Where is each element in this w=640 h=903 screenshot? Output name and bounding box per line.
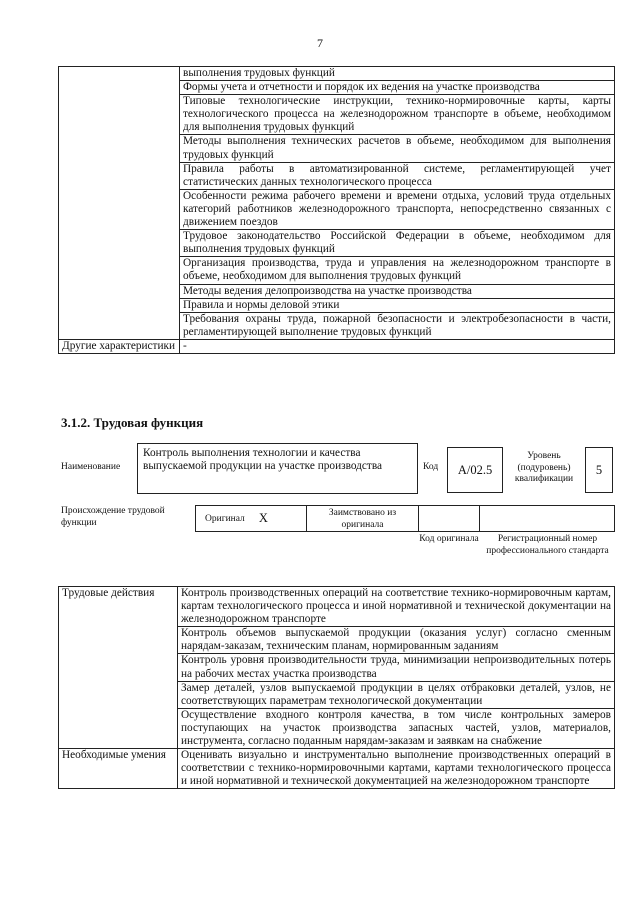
original-mark: Х <box>258 511 268 525</box>
knowledge-item: Организация производства, труда и управления на железнодорожном транспорте в объеме, необходимом для выполнения трудовых функций <box>180 257 615 284</box>
labor-action-item: Контроль производственных операций на соответствие технико-нормировочным картам, картам технологического процесса и иной нормативной и технической документации на железнодорожном транспорте <box>178 587 615 627</box>
origin-label: Происхождение трудовой функции <box>61 506 165 528</box>
other-characteristics-label: Другие характеристики <box>59 339 180 353</box>
name-value: Контроль выполнения технологии и качества выпускаемой продукции на участке производства <box>137 443 418 494</box>
borrowed-label: Заимствовано из оригинала <box>306 505 419 532</box>
labor-action-item: Контроль уровня производительности труда, минимизации непроизводительных потерь на рабочих местах участка производства <box>178 654 615 681</box>
knowledge-item: Особенности режима рабочего времени и времени отдыха, условий труда отдельных категорий работников железнодорожного транспорта, непосредственно связанных с движением поездов <box>180 189 615 229</box>
reg-number-label: Регистрационный номер профессионального стандарта <box>486 534 609 556</box>
level-label: Уровень (подуровень) квалификации <box>514 451 574 484</box>
level-value: 5 <box>585 447 613 493</box>
name-label: Наименование <box>61 462 121 472</box>
table-row <box>59 587 615 627</box>
knowledge-item: выполнения трудовых функций <box>180 67 615 81</box>
required-skill-item: Оценивать визуально и инструментально выполнение производственных операций в соответствии с технико-нормировочными картами, картами технологического процесса и иной нормативной и технической документацией на железнодорожном транспорте <box>178 749 615 789</box>
knowledge-item: Типовые технологические инструкции, технико-нормировочные карты, карты технологического процесса на железнодорожном транспорте в объеме, необходимом для выполнения трудовых функций <box>180 95 615 135</box>
code-original-label: Код оригинала <box>419 534 479 544</box>
page-number: 7 <box>317 36 323 50</box>
table-row <box>59 339 615 353</box>
code-label: Код <box>423 462 439 472</box>
labor-action-item: Контроль объемов выпускаемой продукции (оказания услуг) согласно сменным нарядам-заказам, техническим планам, нормированным заданиям <box>178 627 615 654</box>
code-original-cell <box>418 505 480 532</box>
labor-action-item: Осуществление входного контроля качества, в том числе контрольных замеров поступающих на участок производства запасных частей, узлов, материалов, инструмента, согласно поданным нарядам-заказам и заявкам на снабжение <box>178 708 615 748</box>
labor-actions-label: Трудовые действия <box>59 587 178 749</box>
section-heading: 3.1.2. Трудовая функция <box>61 415 204 430</box>
original-label: Оригинал <box>205 513 245 524</box>
knowledge-item: Правила и нормы деловой этики <box>180 298 615 312</box>
other-characteristics-value: - <box>180 339 615 353</box>
labor-actions-table <box>58 586 615 789</box>
knowledge-item: Формы учета и отчетности и порядок их ведения на участке производства <box>180 81 615 95</box>
knowledge-item: Методы ведения делопроизводства на участке производства <box>180 284 615 298</box>
knowledge-item: Правила работы в автоматизированной системе, регламентирующей учет статистических данных технологического процесса <box>180 162 615 189</box>
code-value: А/02.5 <box>447 447 503 493</box>
knowledge-table <box>58 66 615 354</box>
original-cell <box>195 505 307 532</box>
knowledge-item: Методы выполнения технических расчетов в объеме, необходимом для выполнения трудовых функций <box>180 135 615 162</box>
table-row <box>59 67 615 81</box>
reg-number-cell <box>479 505 615 532</box>
table-row <box>59 749 615 789</box>
required-skills-label: Необходимые умения <box>59 749 178 789</box>
knowledge-item: Трудовое законодательство Российской Федерации в объеме, необходимом для выполнения трудовых функций <box>180 230 615 257</box>
knowledge-item: Требования охраны труда, пожарной безопасности и электробезопасности в части, регламентирующей выполнение трудовых функций <box>180 312 615 339</box>
empty-label-cell <box>59 67 180 340</box>
labor-action-item: Замер деталей, узлов выпускаемой продукции в целях отбраковки деталей, узлов, не соответствующих параметрам технологической документации <box>178 681 615 708</box>
